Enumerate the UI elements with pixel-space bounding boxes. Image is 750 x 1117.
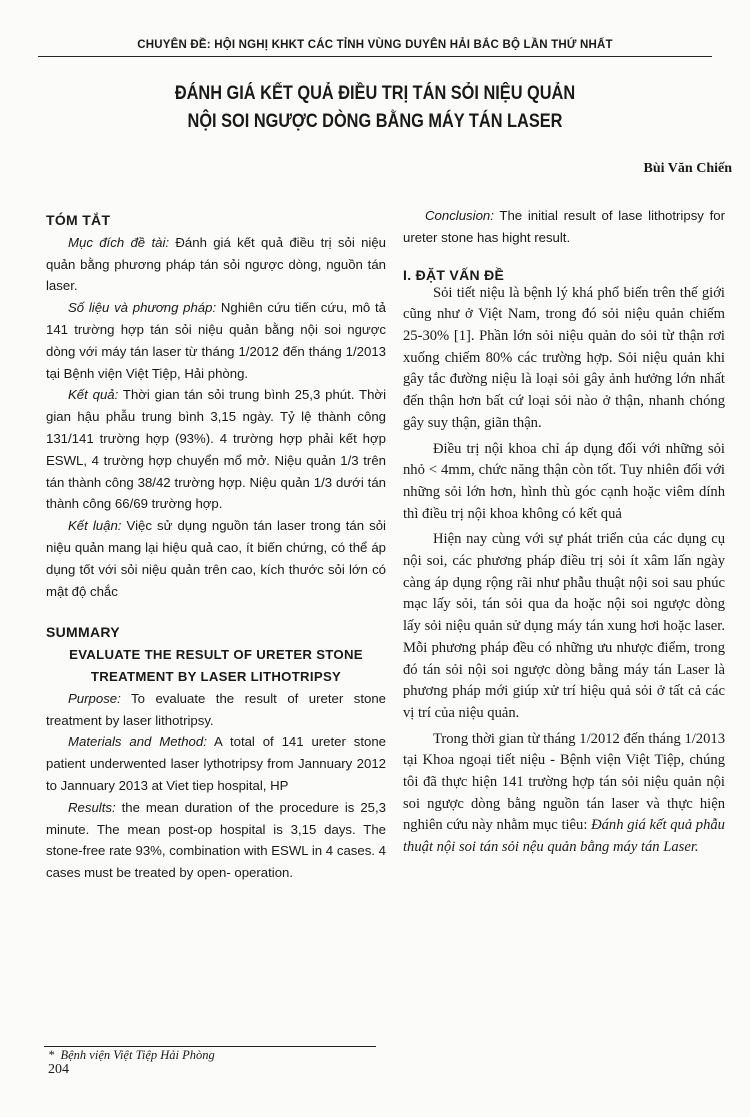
conclusion-vi (46, 515, 386, 602)
header-rule (38, 56, 712, 57)
intro-paragraph-3: Hiện nay cùng với sự phát triển của các dụng cụ nội soi, các phương pháp điều trị sỏi ít xâm lấn ngày càng áp dụng rộng rãi như phẫu thuật nội soi sau phúc mạc lấy sỏi, tán sỏi qua da hoặc nội soi ngược dòng lấy sỏi niệu quản sử dụng máy tán xung hơi hoặc laser. Mỗi phương pháp đều có những ưu nhược điểm, trong đó tán sỏi nội soi ngược dòng bằng máy tán Laser là phương pháp mới giúp xử trí hiệu quả sỏi ở tất cả các vị trí của niệu quản. (403, 531, 725, 721)
author-name: Bùi Văn Chiến (643, 161, 732, 176)
materials-en (46, 731, 386, 796)
footnote-rule (44, 1046, 376, 1047)
purpose-vi (46, 232, 386, 297)
intro-paragraph-4-text: Trong thời gian từ tháng 1/2012 đến tháng 1/2013 tại Khoa ngoại tiết niệu - Bệnh viện Việt Tiệp, chúng tôi đã thực hiện 141 trường hợp tán sỏi niệu quản nội soi ngược dòng bằng nguồn tán laser và thực hiện nghiên cứu này nhằm mục tiêu: (403, 730, 725, 834)
right-column (403, 205, 725, 859)
purpose-en (46, 688, 386, 732)
results-en (46, 797, 386, 884)
page-number: 204 (48, 1062, 69, 1077)
materials-en-text: A total of 141 ureter stone patient underwented laser lythotripsy from Jannuary 2012 to Jannuary 2013 at Viet tiep hospital, HP (46, 734, 387, 793)
title-line-2: NỘI SOI NGƯỢC DÒNG BẰNG MÁY TÁN LASER (187, 111, 563, 132)
conclusion-vi-text: Việc sử dụng nguồn tán laser trong tán sỏi niệu quản mang lại hiệu quả cao, ít biến chứng, có thể áp dụng tốt với sỏi niệu quản trên cao, kích thước sỏi lớn có mật độ chắc (46, 518, 386, 599)
results-en-text: the mean duration of the procedure is 25,3 minute. The mean post-op hospital is 3,15 days. The stone-free rate 93%, combination with ESWL in 4 cases. 4 cases must be treated by open- operation. (46, 799, 386, 881)
purpose-vi-text: Đánh giá kết quả điều trị sỏi niệu quản bằng phương pháp tán sỏi ngược dòng, nguồn tán laser. (46, 234, 387, 294)
footnote-mark: * (48, 1048, 55, 1062)
conclusion-en (403, 205, 725, 249)
method-vi (46, 297, 386, 384)
purpose-en-label: Purpose: (68, 690, 121, 706)
footnote (48, 1048, 215, 1063)
intro-body (403, 283, 725, 859)
study-objective: Đánh giá kết quả phẫu thuật nội soi tán sỏi nệu quản bằng máy tán Laser. (403, 817, 725, 856)
footnote-text: Bệnh viện Việt Tiệp Hải Phòng (60, 1048, 215, 1062)
title-line-1: ĐÁNH GIÁ KẾT QUẢ ĐIỀU TRỊ TÁN SỎI NIỆU QUẢN (174, 83, 576, 104)
method-vi-text: Nghiên cứu tiến cứu, mô tả 141 trường hợp tán sỏi niệu quản bằng nội soi ngược dòng với máy tán laser từ tháng 1/2012 đến tháng 1/2013 tại Bệnh viện Việt Tiệp, Hải phòng. (46, 300, 386, 381)
results-vi-text: Thời gian tán sỏi trung bình 25,3 phút. Thời gian hậu phẫu trung bình 3,15 ngày. Tỷ lệ thành công 131/141 trường hợp (93%). 4 trường hợp phải kết hợp ESWL, 4 trường hợp chuyển mổ mở. Niệu quản 1/3 trên tán thành công 38/42 trường hợp. Niệu quản 1/3 dưới tán thành công 66/69 trường hợp. (46, 387, 387, 512)
running-header: CHUYÊN ĐỀ: HỘI NGHỊ KHKT CÁC TỈNH VÙNG DUYÊN HẢI BẮC BỘ LẦN THỨ NHẤT (137, 39, 613, 51)
purpose-en-text: To evaluate the result of ureter stone treatment by laser lithotripsy. (46, 690, 386, 728)
conclusion-vi-label: Kết luận: (68, 518, 122, 534)
results-vi-label: Kết quả: (68, 387, 119, 403)
left-column (46, 210, 386, 884)
intro-paragraph-2: Điều trị nội khoa chỉ áp dụng đối với những sỏi nhỏ < 4mm, chức năng thận còn tốt. Tuy nhiên đối với những sỏi lớn hơn, hình thù góc cạnh hoặc viêm dính thì điều trị nội khoa không có kết quả (403, 440, 725, 522)
summary-heading: SUMMARY (46, 624, 120, 641)
materials-en-label: Materials and Method: (68, 734, 207, 750)
conclusion-en-label: Conclusion: (425, 208, 494, 223)
results-vi (46, 384, 386, 515)
purpose-vi-label: Mục đích đề tài: (68, 234, 170, 250)
article-title (53, 80, 698, 136)
results-en-label: Results: (68, 799, 116, 815)
method-vi-label: Số liệu và phương pháp: (68, 300, 217, 316)
summary-title: EVALUATE THE RESULT OF URETER STONE TREATMENT BY LASER LITHOTRIPSY (69, 647, 363, 684)
intro-heading: I. ĐẶT VẤN ĐỀ (403, 266, 505, 283)
intro-paragraph-1: Sỏi tiết niệu là bệnh lý khá phổ biến trên thế giới cũng như ở Việt Nam, trong đó sỏi niệu quản chiếm 25-30% [1]. Phần lớn sỏi niệu quản do sỏi từ thận rơi xuống chiếm 80% các trường hợp. Sỏi niệu quản khi gây tắc đường niệu là loại sỏi gây ảnh hưởng lớn nhất đến thận hơn bất cứ loại sỏi nào ở thận, nhanh chóng gây suy thận, giãn thận. (403, 284, 725, 431)
abstract-heading: TÓM TẮT (46, 212, 111, 228)
intro-paragraph-4 (403, 729, 725, 859)
conclusion-en-text: The initial result of lase lithotripsy for ureter stone has hight result. (403, 208, 725, 245)
